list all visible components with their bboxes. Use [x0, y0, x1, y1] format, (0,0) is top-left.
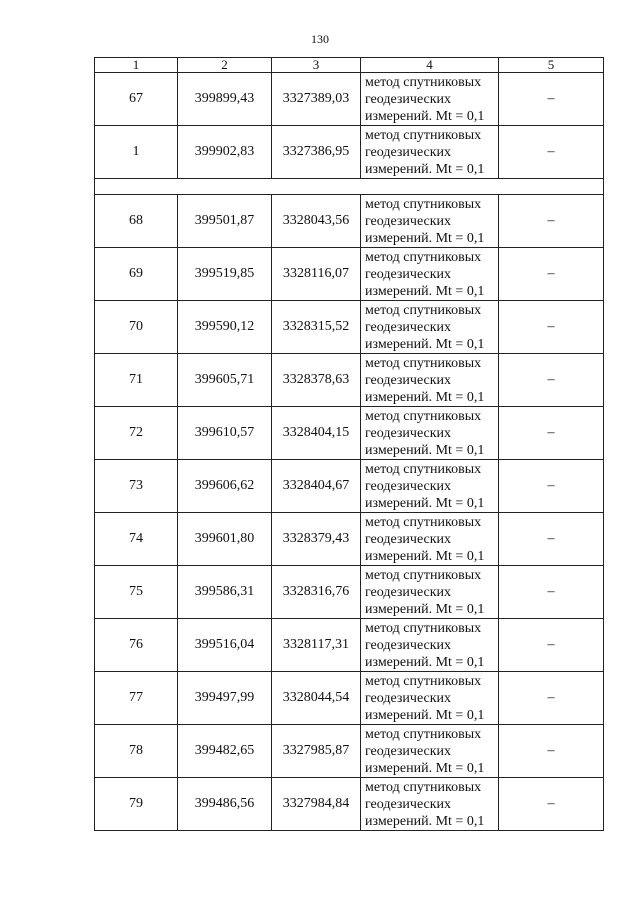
- col-5-cell: –: [499, 619, 604, 672]
- method-line: геодезических: [365, 266, 452, 282]
- method-line: измерений. Mt = 0,1: [365, 813, 485, 829]
- x-coordinate-cell: 399610,57: [178, 407, 272, 460]
- method-line: измерений. Mt = 0,1: [365, 601, 485, 617]
- method-line: измерений. Mt = 0,1: [365, 654, 485, 670]
- method-line: измерений. Mt = 0,1: [365, 442, 485, 458]
- x-coordinate-cell: 399519,85: [178, 248, 272, 301]
- method-cell: [361, 513, 499, 566]
- x-coordinate-cell: 399605,71: [178, 354, 272, 407]
- method-line: метод спутниковых: [365, 620, 482, 636]
- method-line: геодезических: [365, 213, 452, 229]
- method-line: геодезических: [365, 637, 452, 653]
- header-col-5: 5: [499, 58, 604, 73]
- method-line: метод спутниковых: [365, 127, 482, 143]
- y-coordinate-cell: 3327985,87: [272, 725, 361, 778]
- method-cell: [361, 407, 499, 460]
- col-5-cell: –: [499, 725, 604, 778]
- method-line: измерений. Mt = 0,1: [365, 336, 485, 352]
- col-5-cell: –: [499, 126, 604, 179]
- table-row: [95, 126, 604, 179]
- y-coordinate-cell: 3328315,52: [272, 301, 361, 354]
- col-5-cell: –: [499, 354, 604, 407]
- point-number-cell: 79: [95, 778, 178, 831]
- header-col-2: 2: [178, 58, 272, 73]
- table-row: [95, 513, 604, 566]
- method-cell: [361, 725, 499, 778]
- method-line: геодезических: [365, 690, 452, 706]
- point-number-cell: 68: [95, 195, 178, 248]
- table-row: [95, 778, 604, 831]
- method-line: геодезических: [365, 372, 452, 388]
- x-coordinate-cell: 399516,04: [178, 619, 272, 672]
- method-line: метод спутниковых: [365, 355, 482, 371]
- method-cell: [361, 619, 499, 672]
- method-line: измерений. Mt = 0,1: [365, 495, 485, 511]
- header-col-1: 1: [95, 58, 178, 73]
- header-col-4: 4: [361, 58, 499, 73]
- y-coordinate-cell: 3328379,43: [272, 513, 361, 566]
- point-number-cell: 1: [95, 126, 178, 179]
- separator-row: [95, 179, 604, 195]
- header-col-3: 3: [272, 58, 361, 73]
- method-line: метод спутниковых: [365, 302, 482, 318]
- method-line: измерений. Mt = 0,1: [365, 707, 485, 723]
- table-header-row: [95, 58, 604, 73]
- point-number-cell: 76: [95, 619, 178, 672]
- x-coordinate-cell: 399902,83: [178, 126, 272, 179]
- method-line: метод спутниковых: [365, 673, 482, 689]
- x-coordinate-cell: 399497,99: [178, 672, 272, 725]
- x-coordinate-cell: 399899,43: [178, 73, 272, 126]
- y-coordinate-cell: 3328043,56: [272, 195, 361, 248]
- method-cell: [361, 672, 499, 725]
- table-row: [95, 248, 604, 301]
- method-cell: [361, 460, 499, 513]
- x-coordinate-cell: 399606,62: [178, 460, 272, 513]
- coordinates-table: [94, 57, 604, 831]
- method-line: измерений. Mt = 0,1: [365, 161, 485, 177]
- method-line: метод спутниковых: [365, 514, 482, 530]
- point-number-cell: 77: [95, 672, 178, 725]
- x-coordinate-cell: 399590,12: [178, 301, 272, 354]
- method-cell: [361, 195, 499, 248]
- table-row: [95, 725, 604, 778]
- y-coordinate-cell: 3328404,15: [272, 407, 361, 460]
- point-number-cell: 70: [95, 301, 178, 354]
- method-line: измерений. Mt = 0,1: [365, 389, 485, 405]
- col-5-cell: –: [499, 778, 604, 831]
- method-line: геодезических: [365, 319, 452, 335]
- point-number-cell: 74: [95, 513, 178, 566]
- y-coordinate-cell: 3328044,54: [272, 672, 361, 725]
- method-line: геодезических: [365, 478, 452, 494]
- method-line: метод спутниковых: [365, 461, 482, 477]
- point-number-cell: 71: [95, 354, 178, 407]
- method-line: измерений. Mt = 0,1: [365, 108, 485, 124]
- method-line: геодезических: [365, 531, 452, 547]
- method-line: метод спутниковых: [365, 726, 482, 742]
- point-number-cell: 72: [95, 407, 178, 460]
- table-row: [95, 301, 604, 354]
- col-5-cell: –: [499, 301, 604, 354]
- table-row: [95, 672, 604, 725]
- x-coordinate-cell: 399486,56: [178, 778, 272, 831]
- method-line: геодезических: [365, 91, 452, 107]
- point-number-cell: 69: [95, 248, 178, 301]
- method-line: геодезических: [365, 743, 452, 759]
- method-line: метод спутниковых: [365, 567, 482, 583]
- col-5-cell: –: [499, 195, 604, 248]
- method-line: измерений. Mt = 0,1: [365, 548, 485, 564]
- table-row: [95, 566, 604, 619]
- y-coordinate-cell: 3328404,67: [272, 460, 361, 513]
- method-cell: [361, 248, 499, 301]
- x-coordinate-cell: 399482,65: [178, 725, 272, 778]
- method-cell: [361, 301, 499, 354]
- method-line: геодезических: [365, 796, 452, 812]
- x-coordinate-cell: 399601,80: [178, 513, 272, 566]
- method-line: метод спутниковых: [365, 196, 482, 212]
- method-line: измерений. Mt = 0,1: [365, 230, 485, 246]
- method-line: метод спутниковых: [365, 74, 482, 90]
- method-line: геодезических: [365, 584, 452, 600]
- col-5-cell: –: [499, 73, 604, 126]
- page-number: 130: [311, 32, 329, 46]
- x-coordinate-cell: 399586,31: [178, 566, 272, 619]
- col-5-cell: –: [499, 407, 604, 460]
- method-cell: [361, 354, 499, 407]
- separator-cell: [95, 179, 604, 195]
- method-line: геодезических: [365, 425, 452, 441]
- method-cell: [361, 126, 499, 179]
- col-5-cell: –: [499, 460, 604, 513]
- point-number-cell: 67: [95, 73, 178, 126]
- col-5-cell: –: [499, 672, 604, 725]
- method-line: измерений. Mt = 0,1: [365, 283, 485, 299]
- col-5-cell: –: [499, 513, 604, 566]
- table-row: [95, 354, 604, 407]
- point-number-cell: 78: [95, 725, 178, 778]
- y-coordinate-cell: 3328378,63: [272, 354, 361, 407]
- method-line: метод спутниковых: [365, 249, 482, 265]
- method-line: измерений. Mt = 0,1: [365, 760, 485, 776]
- method-cell: [361, 778, 499, 831]
- method-line: метод спутниковых: [365, 779, 482, 795]
- table-row: [95, 619, 604, 672]
- y-coordinate-cell: 3328117,31: [272, 619, 361, 672]
- method-cell: [361, 73, 499, 126]
- table-row: [95, 460, 604, 513]
- table-row: [95, 195, 604, 248]
- method-line: метод спутниковых: [365, 408, 482, 424]
- point-number-cell: 75: [95, 566, 178, 619]
- y-coordinate-cell: 3327386,95: [272, 126, 361, 179]
- point-number-cell: 73: [95, 460, 178, 513]
- col-5-cell: –: [499, 248, 604, 301]
- y-coordinate-cell: 3327389,03: [272, 73, 361, 126]
- col-5-cell: –: [499, 566, 604, 619]
- y-coordinate-cell: 3327984,84: [272, 778, 361, 831]
- table-row: [95, 73, 604, 126]
- x-coordinate-cell: 399501,87: [178, 195, 272, 248]
- y-coordinate-cell: 3328316,76: [272, 566, 361, 619]
- table-row: [95, 407, 604, 460]
- method-cell: [361, 566, 499, 619]
- y-coordinate-cell: 3328116,07: [272, 248, 361, 301]
- method-line: геодезических: [365, 144, 452, 160]
